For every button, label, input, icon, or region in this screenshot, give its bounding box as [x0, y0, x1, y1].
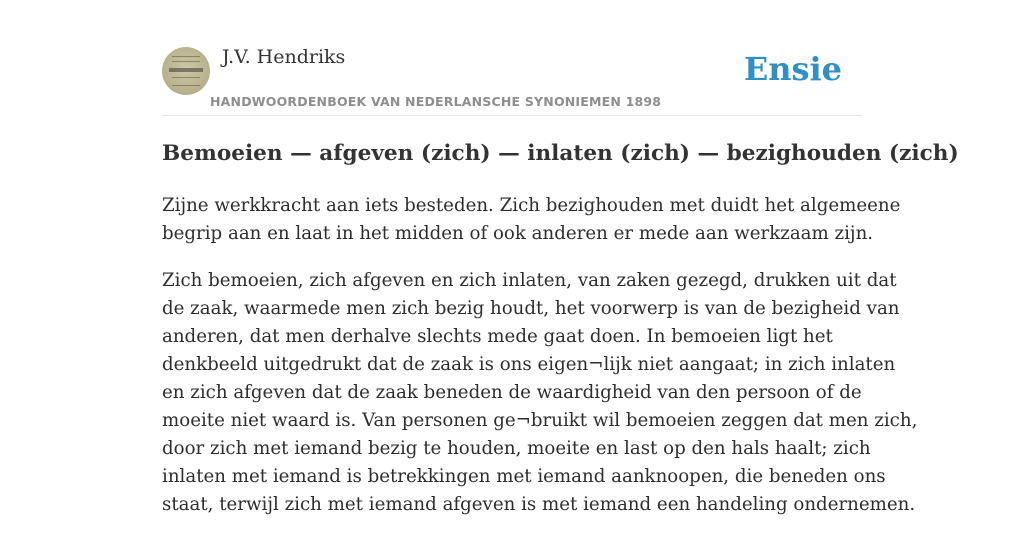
text-line: de zaak, waarmede men zich bezig houdt, het voorwerp is van de bezigheid van [162, 298, 900, 319]
text-line: Zich bemoeien, zich afgeven en zich inlaten, van zaken gezegd, drukken uit dat [162, 270, 897, 291]
text-line: begrip aan en laat in het midden of ook anderen er mede aan werkzaam zijn. [162, 223, 874, 244]
paragraph [162, 267, 918, 519]
text-line: denkbeeld uitgedrukt dat de zaak is ons eigen¬lijk niet aangaat; in zich inlaten [162, 354, 896, 375]
article-page [162, 0, 959, 515]
text-line: anderen, dat men derhalve slechts mede gaat doen. In bemoeien ligt het [162, 326, 833, 347]
paragraph [162, 192, 901, 248]
source-title[interactable]: HANDWOORDENBOEK VAN NEDERLANSCHE SYNONIEMEN 1898 [210, 94, 662, 109]
entry-body [162, 192, 918, 538]
text-line: staat, terwijl zich met iemand afgeven is met iemand een handeling ondernemen. [162, 494, 916, 515]
text-line: en zich afgeven dat de zaak beneden de waardigheid van den persoon of de [162, 382, 862, 403]
author-name[interactable]: J.V. Hendriks [222, 46, 346, 68]
text-line: inlaten met iemand is betrekkingen met iemand aanknoopen, die beneden ons [162, 466, 886, 487]
text-line: moeite niet waard is. Van personen ge¬bruikt wil bemoeien zeggen dat men zich, [162, 410, 918, 431]
book-cover-avatar[interactable] [162, 47, 210, 95]
page-header [162, 0, 862, 116]
entry-title: Bemoeien — afgeven (zich) — inlaten (zich) — bezighouden (zich) [162, 141, 959, 166]
text-line: Zijne werkkracht aan iets besteden. Zich bezighouden met duidt het algemeene [162, 195, 901, 216]
text-line: door zich met iemand bezig te houden, moeite en last op den hals haalt; zich [162, 438, 871, 459]
brand-logo[interactable]: Ensie [743, 50, 842, 88]
